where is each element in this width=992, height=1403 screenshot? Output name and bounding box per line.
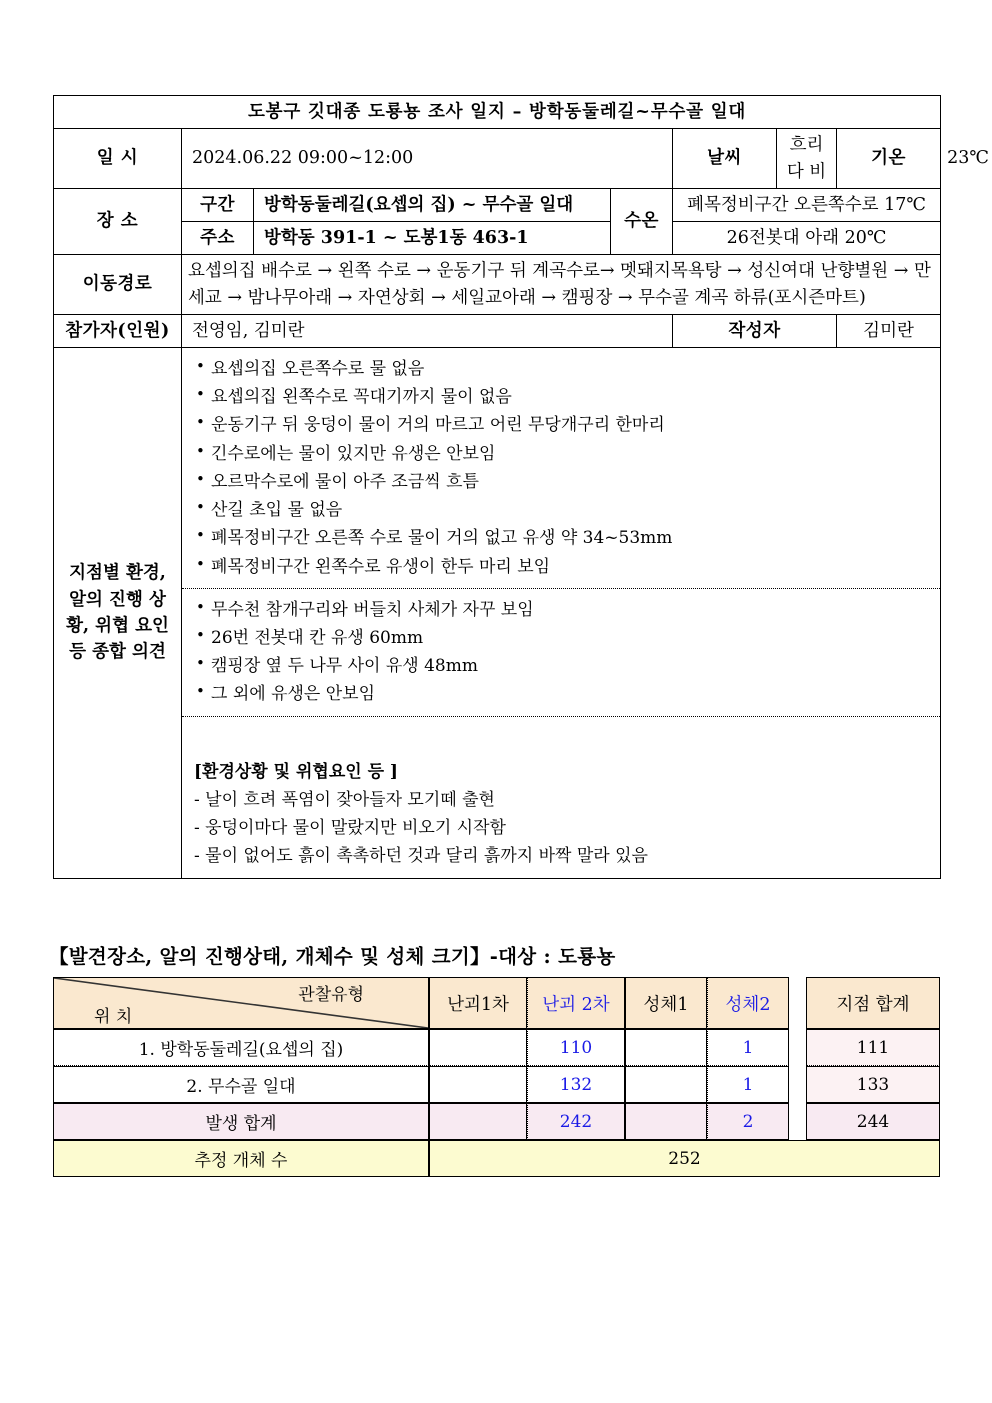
column-gap: [789, 977, 806, 1029]
notes-row: [54, 348, 941, 879]
estimate-label: 추정 개체 수: [53, 1140, 429, 1177]
column-gap: [789, 1029, 806, 1066]
table-row: [53, 1066, 940, 1103]
note-item: • 폐목정비구간 오른쪽 수로 물이 거의 없고 유생 약 34~53mm: [194, 524, 930, 552]
notes-body: [182, 348, 941, 879]
sum-adult1: [625, 1103, 707, 1140]
address-row: [54, 222, 941, 255]
header-egg2: 난괴 2차: [527, 977, 625, 1029]
place-label: 장 소: [54, 188, 182, 255]
row-location: 2. 무수골 일대: [53, 1066, 429, 1103]
notes-list-2: [194, 596, 930, 709]
watertemp-label: 수온: [611, 188, 673, 255]
watertemp-value-1: 폐목정비구간 오른쪽수로 17℃: [673, 188, 941, 221]
corner-location-label: 위 치: [94, 1007, 133, 1027]
environment-line: - 물이 없어도 흙이 촉촉하던 것과 달리 흙까지 바짝 말라 있음: [194, 846, 648, 867]
estimate-value: 252: [429, 1140, 940, 1177]
note-item: • 무수천 참개구리와 버들치 사체가 자꾸 보임: [194, 596, 930, 624]
row-adult1: [625, 1066, 707, 1103]
section-value: 방학동둘레길(요셉의 집) ~ 무수골 일대: [254, 188, 611, 221]
participants-row: [54, 314, 941, 347]
notes-group-1: [182, 348, 940, 588]
counts-table: [53, 977, 940, 1177]
weather-value: 흐리다 비: [777, 129, 837, 189]
note-item: • 그 외에 유생은 안보임: [194, 680, 930, 708]
address-label: 주소: [182, 222, 254, 255]
estimate-row: [53, 1140, 940, 1177]
environment-line: - 웅덩이마다 물이 말랐지만 비오기 시작함: [194, 818, 506, 839]
participants-value: 전영임, 김미란: [182, 314, 673, 347]
sum-egg1: [429, 1103, 527, 1140]
sum-adult2: 2: [707, 1103, 789, 1140]
page-title: 도봉구 깃대종 도룡뇽 조사 일지 – 방학동둘레길~무수골 일대: [54, 96, 941, 129]
note-item: • 요셉의집 왼쪽수로 꼭대기까지 물이 없음: [194, 383, 930, 411]
sum-total: 244: [806, 1103, 940, 1140]
counts-caption: 【발견장소, 알의 진행상태, 개체수 및 성체 크기】-대상 : 도룡뇽: [49, 945, 616, 968]
title-row: [54, 96, 941, 129]
note-item: • 캠핑장 옆 두 나무 사이 유생 48mm: [194, 652, 930, 680]
row-adult2: 1: [707, 1066, 789, 1103]
corner-observation-label: 관찰유형: [298, 985, 364, 1005]
column-gap: [789, 1066, 806, 1103]
notes-list-1: [194, 355, 930, 581]
note-item: • 26번 전봇대 칸 유생 60mm: [194, 624, 930, 652]
survey-log-table: [53, 95, 989, 879]
environment-section: [182, 716, 940, 878]
sum-egg2: 242: [527, 1103, 625, 1140]
route-row: [54, 255, 941, 315]
row-total: 133: [806, 1066, 940, 1103]
row-adult2: 1: [707, 1029, 789, 1066]
sum-row: [53, 1103, 940, 1140]
row-adult1: [625, 1029, 707, 1066]
note-item: • 폐목정비구간 왼쪽수로 유생이 한두 마리 보임: [194, 553, 930, 581]
row-egg2: 132: [527, 1066, 625, 1103]
notes-label: 지점별 환경, 알의 진행 상황, 위협 요인 등 종합 의견: [54, 348, 182, 879]
note-item: • 운동기구 뒤 웅덩이 물이 거의 마르고 어린 무당개구리 한마리: [194, 411, 930, 439]
sum-label: 발생 합계: [53, 1103, 429, 1140]
notes-group-2: [182, 588, 940, 716]
row-total: 111: [806, 1029, 940, 1066]
header-adult2: 성체2: [707, 977, 789, 1029]
datetime-value: 2024.06.22 09:00~12:00: [182, 129, 673, 189]
corner-diagonal-cell: [53, 977, 429, 1029]
datetime-row: 일 시 2024.06.22 09:00~12:00 날씨 흐리다 비 기온 23℃: [54, 129, 941, 189]
place-section-row: [54, 188, 941, 221]
route-value: 요셉의집 배수로 → 왼쪽 수로 → 운동기구 뒤 계곡수로→ 멧돼지목욕탕 → 성신여대 난향별원 → 만세교 → 밤나무아래 → 자연상회 → 세일교아래 → 캠핑장 → 무수골 계곡 하류(포시즌마트): [182, 255, 941, 315]
participants-label: 참가자(인원): [54, 314, 182, 347]
row-egg1: [429, 1066, 527, 1103]
author-label: 작성자: [673, 314, 837, 347]
counts-header-row: [53, 977, 940, 1029]
table-row: [53, 1029, 940, 1066]
environment-heading: [환경상황 및 위협요인 등 ]: [194, 761, 398, 782]
header-egg1: 난괴1차: [429, 977, 527, 1029]
route-label: 이동경로: [54, 255, 182, 315]
row-egg2: 110: [527, 1029, 625, 1066]
note-item: • 긴수로에는 물이 있지만 유생은 안보임: [194, 440, 930, 468]
address-value: 방학동 391-1 ~ 도봉1동 463-1: [254, 222, 611, 255]
datetime-label: 일 시: [54, 129, 182, 189]
note-item: • 산길 초입 물 없음: [194, 496, 930, 524]
watertemp-value-2: 26전봇대 아래 20℃: [673, 222, 941, 255]
header-site-total: 지점 합계: [806, 977, 940, 1029]
environment-line: - 날이 흐려 폭염이 잦아들자 모기떼 출현: [194, 789, 495, 810]
note-item: • 요셉의집 오른쪽수로 물 없음: [194, 355, 930, 383]
author-value: 김미란: [837, 314, 941, 347]
column-gap: [789, 1103, 806, 1140]
row-location: 1. 방학동둘레길(요셉의 집): [53, 1029, 429, 1066]
note-item: • 오르막수로에 물이 아주 조금씩 흐틈: [194, 468, 930, 496]
temperature-label: 기온: [837, 129, 941, 189]
header-adult1: 성체1: [625, 977, 707, 1029]
weather-label: 날씨: [673, 129, 777, 189]
row-egg1: [429, 1029, 527, 1066]
section-label: 구간: [182, 188, 254, 221]
